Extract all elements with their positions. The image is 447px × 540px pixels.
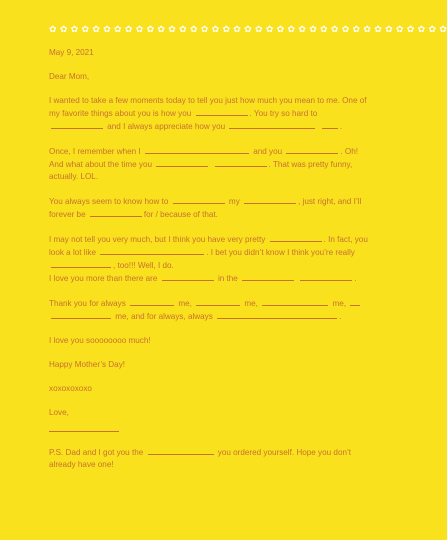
p3-text-a: You always seem to know how to xyxy=(49,197,169,206)
fill-in-blank[interactable] xyxy=(217,310,337,319)
fill-in-blank[interactable] xyxy=(51,120,103,129)
p4-text-d: , too!!! Well, I do. xyxy=(113,261,174,270)
p5-text-d: me, xyxy=(332,299,347,308)
fill-in-blank[interactable] xyxy=(130,297,174,306)
p1-text-d: . xyxy=(339,122,342,131)
fill-in-blank[interactable] xyxy=(100,246,204,255)
paragraph-favorite-things xyxy=(49,95,369,133)
fill-in-blank[interactable] xyxy=(322,120,338,129)
p3-text-d: for / because of that. xyxy=(143,210,218,219)
fill-in-blank[interactable] xyxy=(300,272,352,281)
fill-in-blank[interactable] xyxy=(51,310,111,319)
letter-date: May 9, 2021 xyxy=(49,48,94,57)
paragraph-thank-you xyxy=(49,297,369,323)
fill-in-blank[interactable] xyxy=(173,195,225,204)
p4-text-b: . In fact, you look a lot like xyxy=(49,235,368,257)
paragraph-know-how xyxy=(49,195,369,221)
letter-body xyxy=(49,47,369,483)
fill-in-blank[interactable] xyxy=(242,272,294,281)
ps-text-b: you ordered yourself. Hope you don’t already have one! xyxy=(49,448,352,469)
postscript xyxy=(49,446,369,471)
fill-in-blank[interactable] xyxy=(51,259,111,268)
fill-in-blank[interactable] xyxy=(148,446,214,455)
p4-text-c: . I bet you didn’t know I think you’re really xyxy=(206,248,355,257)
signature-line[interactable] xyxy=(49,421,119,432)
flower-border: ✿ ✿ ✿ ✿ ✿ ✿ ✿ ✿ ✿ ✿ ✿ ✿ ✿ ✿ ✿ ✿ ✿ ✿ ✿ ✿ ✿ ✿ ✿ ✿ ✿ ✿ ✿ ✿ ✿ ✿ ✿ ✿ ✿ ✿ ✿ ✿ ✿ xyxy=(49,24,447,34)
p5-text-b: me, xyxy=(178,299,192,308)
fill-in-blank[interactable] xyxy=(90,208,142,217)
letter-greeting: Dear Mom, xyxy=(49,72,90,81)
fill-in-blank[interactable] xyxy=(145,145,249,154)
fill-in-blank[interactable] xyxy=(286,145,338,154)
p4-text-a: I may not tell you very much, but I think you have very pretty xyxy=(49,235,266,244)
p4-text-g: . xyxy=(354,274,357,283)
fill-in-blank[interactable] xyxy=(215,158,267,167)
fill-in-blank[interactable] xyxy=(196,297,240,306)
fill-in-blank[interactable] xyxy=(350,297,360,306)
paragraph-remember xyxy=(49,145,369,183)
fill-in-blank[interactable] xyxy=(196,107,248,116)
closing-line: Love, xyxy=(49,408,69,417)
fill-in-blank[interactable] xyxy=(262,297,328,306)
paragraph-pretty xyxy=(49,233,369,285)
p3-text-c: , just right, and I’ll forever be xyxy=(49,197,362,219)
p2-text-a: Once, I remember when I xyxy=(49,147,141,156)
p2-text-b: and you xyxy=(253,147,283,156)
xoxo-line: xoxoxoxoxo xyxy=(49,384,92,393)
fill-in-blank[interactable] xyxy=(244,195,296,204)
fill-in-blank[interactable] xyxy=(162,272,214,281)
p1-text-a: I wanted to take a few moments today to tell you just how much you mean to me. One of my favorite things about you is how you xyxy=(49,96,367,118)
p5-text-f: . xyxy=(339,312,342,321)
p2-text-c: . Oh! And what about the time you xyxy=(49,147,359,169)
p5-text-a: Thank you for always xyxy=(49,299,126,308)
p5-text-c: me, xyxy=(244,299,258,308)
p4-text-f: in the xyxy=(217,274,238,283)
ps-text-a: P.S. Dad and I got you the xyxy=(49,448,144,457)
p5-text-e: me, and for always, always xyxy=(115,312,213,321)
fill-in-blank[interactable] xyxy=(156,158,208,167)
fill-in-blank[interactable] xyxy=(229,120,315,129)
love-line: I love you soooooooo much! xyxy=(49,336,151,345)
mothers-day-line: Happy Mother’s Day! xyxy=(49,360,126,369)
p1-text-b: . You try so hard to xyxy=(249,109,318,118)
p3-text-b: my xyxy=(228,197,240,206)
p4-text-e: I love you more than there are xyxy=(49,274,158,283)
p2-text-d: . That was pretty funny, actually. LOL. xyxy=(49,160,353,181)
p1-text-c: and I always appreciate how you xyxy=(107,122,226,131)
fill-in-blank[interactable] xyxy=(270,233,322,242)
